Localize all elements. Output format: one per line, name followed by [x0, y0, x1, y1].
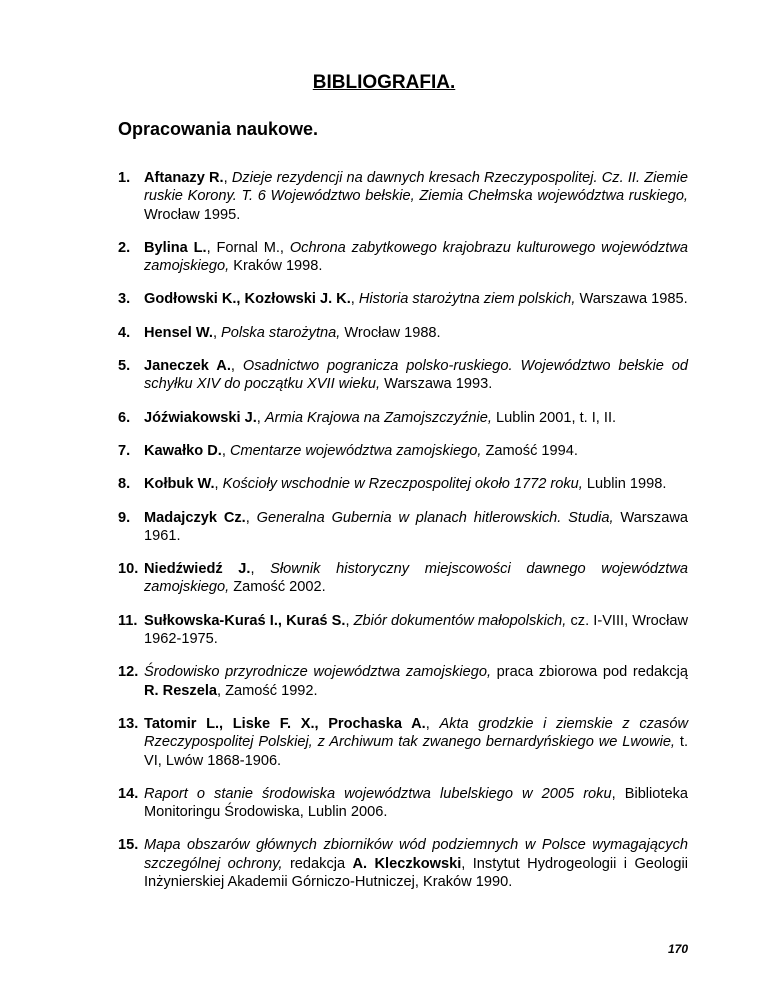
list-item	[118, 409, 688, 427]
entry-separator: ,	[212, 324, 222, 341]
list-item	[118, 324, 688, 342]
entry-number: 9.	[118, 509, 131, 526]
list-item	[118, 442, 688, 460]
entry-publication: t. VI, Lwów 1868-1906.	[144, 734, 689, 769]
entry-separator: ,	[223, 170, 232, 186]
entry-author: Sułkowska-Kuraś I., Kuraś S.	[144, 612, 346, 629]
entry-publication: Zamość 2002.	[229, 579, 326, 596]
entry-number: 8.	[118, 476, 131, 493]
entry-publication: Warszawa 1985.	[575, 291, 688, 308]
entry-text	[144, 442, 688, 460]
entry-text	[144, 785, 688, 822]
entry-text	[144, 836, 688, 891]
entry-separator: ,	[425, 715, 440, 732]
entry-text	[144, 409, 688, 427]
entry-author: Niedźwiedź J.	[144, 561, 251, 578]
entry-text	[144, 324, 688, 342]
entry-title: Cmentarze województwa zamojskiego,	[229, 442, 482, 459]
entry-author: Madajczyk Cz.	[144, 509, 246, 526]
entry-text	[144, 560, 688, 597]
entry-text	[144, 509, 688, 546]
entry-author: Tatomir L., Liske F. X., Prochaska A.	[144, 715, 426, 732]
entry-author: Jóźwiakowski J.	[144, 409, 257, 426]
entry-number: 1.	[118, 170, 131, 186]
entry-title: Słownik historyczny miejscowości dawnego województwa zamojskiego,	[144, 561, 688, 596]
entry-editor: A. Kleczkowski	[352, 855, 462, 872]
entry-separator: ,	[250, 561, 271, 578]
entry-publication: Zamość 1994.	[481, 442, 578, 459]
entry-publication: cz. I-VIII, Wrocław 1962-1975.	[144, 612, 688, 648]
entry-author: Bylina L.	[144, 239, 207, 256]
entry-number: 11.	[118, 612, 138, 629]
entry-number: 13.	[118, 715, 139, 732]
entry-separator: ,	[256, 409, 265, 426]
entry-number: 6.	[118, 409, 131, 426]
entry-title: Środowisko przyrodnicze województwa zamojskiego,	[144, 664, 492, 681]
list-item	[118, 612, 688, 649]
entry-separator: ,	[221, 442, 230, 459]
list-item	[118, 475, 688, 493]
page-title: BIBLIOGRAFIA.	[312, 72, 456, 93]
section-heading: Opracowania naukowe.	[118, 119, 319, 139]
entry-number: 3.	[118, 291, 131, 308]
entry-title: Mapa obszarów głównych zbiorników wód podziemnych w Polsce wymagających szczególnej ochrony,	[144, 837, 688, 872]
entry-title: Kościoły wschodnie w Rzeczpospolitej około 1772 roku,	[222, 476, 583, 493]
entry-editor-prefix: redakcja	[282, 855, 353, 872]
entry-title: Akta grodzkie i ziemskie z czasów Rzeczypospolitej Polskiej, z Archiwum tak zwanego bernardyńskiego we Lwowie,	[144, 715, 689, 751]
entry-publication: Warszawa 1961.	[144, 509, 688, 544]
entry-publication: Wrocław 1988.	[340, 324, 441, 341]
list-item	[118, 169, 688, 224]
entry-separator: ,	[345, 612, 354, 629]
list-item	[118, 560, 688, 597]
entry-separator: ,	[214, 476, 223, 493]
list-item	[118, 509, 688, 546]
entry-text	[144, 169, 688, 224]
entry-author: Janeczek A.	[144, 358, 231, 375]
entry-title: Dzieje rezydencji na dawnych kresach Rzeczypospolitej. Cz. II. Ziemie ruskie Korony. T. 6 Województwo bełskie, Ziemia Chełmska województwa ruskiego,	[144, 170, 688, 205]
list-item	[118, 836, 688, 891]
entry-text	[144, 715, 688, 770]
entry-title: Historia starożytna ziem polskich,	[358, 291, 576, 308]
list-item	[118, 715, 688, 770]
entry-publication: , Instytut Hydrogeologii i Geologii Inżynierskiej Akademii Górniczo-Hutniczej, Kraków 1990.	[144, 855, 688, 891]
entry-text	[144, 239, 688, 276]
entry-coauthor: , Fornal M.,	[206, 239, 290, 256]
bibliography-list	[118, 169, 688, 906]
entry-author: Aftanazy R.	[144, 170, 224, 186]
page-number: 170	[667, 942, 688, 956]
entry-publication: Lublin 1998.	[582, 476, 667, 493]
entry-text	[144, 475, 688, 493]
entry-number: 7.	[118, 442, 131, 459]
list-item	[118, 663, 688, 700]
entry-number: 15.	[118, 837, 139, 854]
entry-publication: Kraków 1998.	[229, 258, 323, 275]
entry-editor: R. Reszela	[144, 682, 218, 699]
entry-author: Kołbuk W.	[144, 476, 215, 493]
entry-publication: , Biblioteka Monitoringu Środowiska, Lublin 2006.	[144, 785, 688, 821]
entry-title: Armia Krajowa na Zamojszczyźnie,	[264, 409, 492, 426]
list-item	[118, 290, 688, 308]
entry-text	[144, 357, 688, 394]
entry-text	[144, 290, 688, 308]
list-item	[118, 357, 688, 394]
entry-number: 10.	[118, 561, 139, 578]
entry-separator: ,	[230, 358, 243, 375]
entry-separator: ,	[245, 509, 257, 526]
entry-title: Ochrona zabytkowego krajobrazu kulturowego województwa zamojskiego,	[144, 239, 688, 275]
entry-publication: , Zamość 1992.	[217, 682, 318, 699]
entry-title: Osadnictwo pogranicza polsko-ruskiego. Województwo bełskie od schyłku XIV do początku XVII wieku,	[144, 358, 688, 393]
entry-publication: Lublin 2001, t. I, II.	[491, 409, 617, 426]
entry-text	[144, 612, 688, 649]
entry-title: Generalna Gubernia w planach hitlerowskich. Studia,	[256, 509, 614, 526]
entry-number: 14.	[118, 785, 139, 802]
entry-author: Hensel W.	[144, 324, 213, 341]
list-item	[118, 239, 688, 276]
entry-author: Godłowski K., Kozłowski J. K.	[144, 291, 351, 308]
entry-author: Kawałko D.	[144, 442, 222, 459]
entry-title: Polska starożytna,	[221, 324, 341, 341]
entry-publication: Warszawa 1993.	[380, 376, 493, 393]
entry-number: 12.	[118, 664, 139, 681]
entry-number: 2.	[118, 239, 131, 256]
entry-title: Zbiór dokumentów małopolskich,	[353, 612, 567, 629]
entry-publication: Wrocław 1995.	[144, 206, 241, 223]
entry-number: 5.	[118, 358, 131, 375]
entry-separator: ,	[350, 291, 359, 308]
entry-title: Raport o stanie środowiska województwa lubelskiego w 2005 roku	[144, 785, 612, 802]
list-item	[118, 785, 688, 822]
entry-text	[144, 663, 688, 700]
entry-number: 4.	[118, 324, 131, 341]
entry-editor-prefix: praca zbiorowa pod redakcją	[491, 664, 689, 681]
